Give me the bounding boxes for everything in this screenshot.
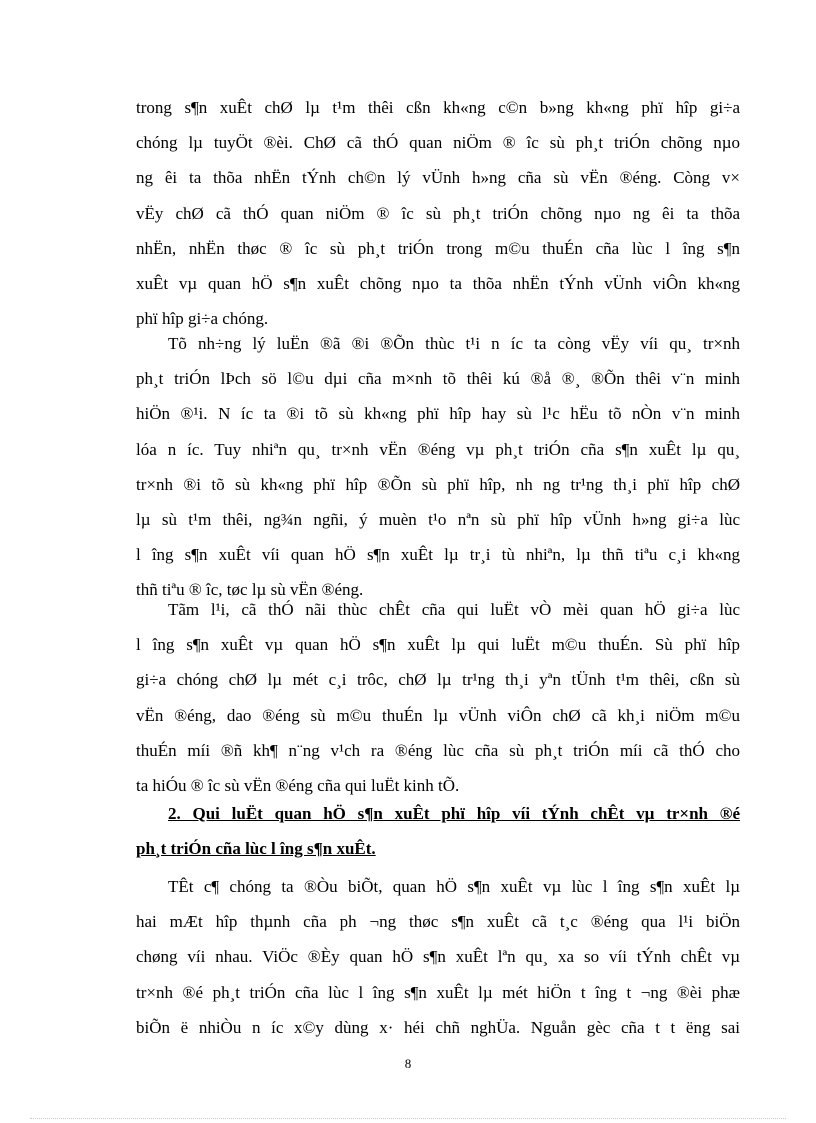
paragraph-1 [136,90,740,336]
footer-divider [30,1118,786,1119]
heading-line: ph¸t triÓn cña lùc l îng s¶n xuÊt. [136,839,376,859]
text-line: Tõ nh÷ng lý luËn ®ã ®i ®Õn thùc t¹i n íc ta còng vËy víi qu¸ tr×nh [168,334,740,353]
text-line: vËy chØ cã thÓ quan niÖm ® îc sù ph¸t triÓn chõng nµo ng êi ta thõa [136,203,740,223]
text-line: tr×nh ®é ph¸t triÓn cña lùc l îng s¶n xuÊt lµ mét hiÖn t îng t ¬ng ®èi phæ [136,982,740,1002]
text-line: Tãm l¹i, cã thÓ nãi thùc chÊt cña qui luËt vÒ mèi quan hÖ gi÷a lùc [168,600,740,619]
text-line: chóng lµ tuyÖt ®èi. ChØ cã thÓ quan niÖm ® îc sù ph¸t triÓn chõng nµo [136,133,740,153]
text-line: xuÊt vµ quan hÖ s¶n xuÊt chõng nµo ta thõa nhËn tÝnh vÜnh viÔn kh«ng [136,273,740,293]
text-line: ta hiÓu ® îc sù vËn ®éng cña qui luËt kinh tÕ. [136,775,460,795]
text-line: lóa n íc. Tuy nhiªn qu¸ tr×nh vËn ®éng vµ ph¸t triÓn cña s¶n xuÊt lµ qu¸ [136,439,740,459]
text-line: thuÉn míi ®ñ kh¶ n¨ng v¹ch ra ®éng lùc cña sù ph¸t triÓn míi cã thÓ cho [136,740,740,760]
text-line: ph¸t triÓn lÞch sö l©u dµi cña m×nh tõ thêi kú ®å ®¸ ®Õn thêi v¨n minh [136,369,740,389]
text-line: hiÖn ®¹i. N íc ta ®i tõ sù kh«ng phï hîp hay sù l¹c hËu tõ nÒn v¨n minh [136,404,740,424]
text-line: vËn ®éng, dao ®éng sù m©u thuÉn lµ vÜnh viÔn chØ cã kh¸i niÖm m©u [136,705,740,725]
paragraph-3 [136,592,740,803]
text-line: thñ tiªu ® îc, tøc lµ sù vËn ®éng. [136,580,364,600]
text-line: ng êi ta thõa nhËn tÝnh ch©n lý vÜnh h»ng cña sù vËn ®éng. Còng v× [136,168,740,188]
text-line: tr×nh ®i tõ sù kh«ng phï hîp ®Õn sù phï hîp, nh ng tr¹ng th¸i phï hîp chØ [136,474,740,494]
text-line: l îng s¶n xuÊt víi quan hÖ s¶n xuÊt lµ tr¸i tù nhiªn, lµ thñ tiªu c¸i kh«ng [136,545,740,565]
text-line: gi÷a chóng chØ lµ mét c¸i trôc, chØ lµ tr¹ng th¸i yªn tÜnh t¹m thêi, cßn sù [136,670,740,690]
heading-line: 2. Qui luËt quan hÖ s¶n xuÊt phï hîp víi tÝnh chÊt vµ tr×nh ®é [168,804,740,823]
paragraph-4 [136,869,740,1045]
text-line: trong s¶n xuÊt chØ lµ t¹m thêi cßn kh«ng c©n b»ng kh«ng phï hîp gi÷a [136,98,740,117]
text-line: hai mÆt hîp thµnh cña ph ¬ng thøc s¶n xuÊt cã t¸c ®éng qua l¹i biÖn [136,912,740,932]
text-line: biÕn ë nhiÒu n íc x©y dùng x· héi chñ nghÜa. Nguån gèc cña t t ëng sai [136,1017,740,1037]
paragraph-2 [136,326,740,608]
text-line: phï hîp gi÷a chóng. [136,309,269,329]
text-line: nhËn, nhËn thøc ® îc sù ph¸t triÓn trong m©u thuÉn cña lùc l îng s¶n [136,238,740,258]
page-number: 8 [404,1056,412,1071]
text-line: TÊt c¶ chóng ta ®Òu biÕt, quan hÖ s¶n xuÊt vµ lùc l îng s¶n xuÊt lµ [168,877,740,896]
section-heading [136,796,740,866]
text-line: lµ sù t¹m thêi, ng¾n ngñi, ý muèn t¹o nªn sù phï hîp vÜnh h»ng gi÷a lùc [136,509,740,529]
text-line: l îng s¶n xuÊt vµ quan hÖ s¶n xuÊt lµ qui luËt m©u thuÉn. Sù phï hîp [136,635,740,655]
text-line: chøng víi nhau. ViÖc ®Èy quan hÖ s¶n xuÊt lªn qu¸ xa so víi tÝnh chÊt vµ [136,947,740,967]
